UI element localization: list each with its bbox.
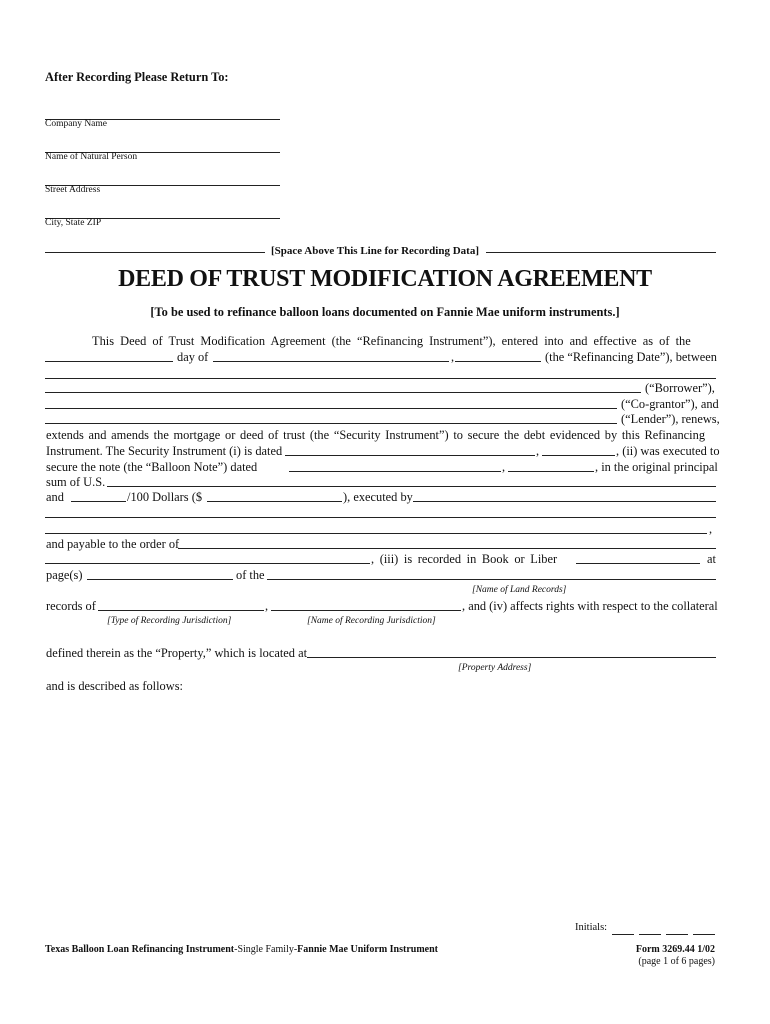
- natural-person-label: Name of Natural Person: [45, 152, 138, 162]
- lender-label: (“Lender”), renews,: [621, 412, 720, 426]
- effective-day-blank[interactable]: [45, 361, 173, 362]
- land-records-blank[interactable]: [267, 579, 716, 580]
- cents-blank[interactable]: [71, 501, 126, 502]
- comma: ,: [709, 522, 713, 536]
- jurisdiction-name-blank[interactable]: [271, 610, 461, 611]
- body-line-9: [45, 474, 716, 490]
- day-of-text: day of: [177, 350, 209, 364]
- initials-label: Initials:: [575, 922, 608, 933]
- effective-year-blank[interactable]: [455, 361, 541, 362]
- document-title: DEED OF TRUST MODIFICATION AGREEMENT: [118, 266, 652, 292]
- extends-text: extends and amends the mortgage or deed of trust (the “Security Instrument”) to secure the debt evidenced by this Refinancing: [46, 428, 706, 442]
- security-dated-year-blank[interactable]: [542, 455, 615, 456]
- security-dated-blank[interactable]: [285, 455, 535, 456]
- records-of-text: records of: [46, 599, 96, 613]
- executed-by-blank[interactable]: [413, 501, 716, 502]
- property-address-caption: [Property Address]: [458, 663, 532, 673]
- body-line-13: [45, 551, 716, 567]
- effective-month-blank[interactable]: [213, 361, 449, 362]
- city-state-zip-label: City, State ZIP: [45, 218, 102, 228]
- comma: ,: [451, 350, 455, 364]
- initials-blank-4[interactable]: [693, 934, 715, 935]
- form-number: Form 3269.44 1/02: [635, 944, 715, 955]
- and-text: and: [46, 490, 64, 504]
- refinancing-date-text: (the “Refinancing Date”), between: [545, 350, 718, 364]
- pages-text: page(s): [46, 568, 83, 582]
- book-liber-blank[interactable]: [576, 563, 700, 564]
- dollars-text: /100 Dollars ($: [127, 490, 203, 504]
- property-located-text: defined therein as the “Property,” which is located at: [46, 646, 308, 660]
- comma: ,: [502, 460, 506, 474]
- body-line-15: [45, 598, 716, 614]
- body-line-2: [45, 349, 716, 365]
- dollar-figure-blank[interactable]: [207, 501, 342, 502]
- body-line-borrower: [45, 380, 716, 396]
- return-heading: After Recording Please Return To:: [45, 70, 229, 84]
- body-line-cograntor: [45, 396, 719, 412]
- of-the-text: of the: [236, 568, 265, 582]
- cograntor-label: (“Co-grantor”), and: [621, 397, 719, 411]
- payable-to-blank-2[interactable]: [45, 563, 370, 564]
- borrower-blank[interactable]: [45, 392, 641, 393]
- lender-blank[interactable]: [45, 423, 617, 424]
- footer-plain: -Single Family-: [234, 944, 298, 955]
- body-line-6: [45, 427, 716, 443]
- body-line-11: [45, 521, 716, 537]
- intro-text: This Deed of Trust Modification Agreement (the “Refinancing Instrument”), entered into and effective as of the: [92, 334, 691, 348]
- initials-blank-2[interactable]: [639, 934, 661, 935]
- company-name-label: Company Name: [45, 119, 108, 129]
- recording-data-label: [Space Above This Line for Recording Data]: [271, 245, 479, 257]
- dated-text: Instrument. The Security Instrument (i) is dated: [46, 444, 283, 458]
- described-as-text: and is described as follows:: [46, 679, 183, 693]
- footer-bold-1: Texas Balloon Loan Refinancing Instrument: [45, 944, 235, 955]
- body-line-10: [45, 489, 716, 505]
- footer-bold-2: Fannie Mae Uniform Instrument: [297, 944, 438, 955]
- jurisdiction-name-caption: [Name of Recording Jurisdiction]: [307, 616, 436, 626]
- borrower-label: (“Borrower”),: [645, 381, 715, 395]
- body-line-16: [45, 645, 716, 661]
- body-line-8: [45, 459, 716, 475]
- payable-to-blank[interactable]: [178, 548, 716, 549]
- initials-blank-3[interactable]: [666, 934, 688, 935]
- party-line-1[interactable]: [45, 378, 716, 379]
- comma: ,: [536, 444, 540, 458]
- principal-amount-blank[interactable]: [107, 486, 716, 487]
- payable-to-text: and payable to the order of: [46, 537, 180, 551]
- body-line-lender: [45, 411, 720, 427]
- body-line-7: [45, 443, 720, 459]
- balloon-note-year-blank[interactable]: [508, 471, 594, 472]
- comma: ,: [265, 599, 269, 613]
- affects-rights-text: , and (iv) affects rights with respect to the collateral: [462, 599, 718, 613]
- body-line-14: [45, 567, 716, 583]
- initials-blank-1[interactable]: [612, 934, 634, 935]
- balloon-note-text: secure the note (the “Balloon Note”) dated: [46, 460, 258, 474]
- jurisdiction-type-caption: [Type of Recording Jurisdiction]: [107, 616, 232, 626]
- executed-by-text: ), executed by: [343, 490, 413, 504]
- recording-rule-right: [486, 252, 716, 253]
- jurisdiction-type-blank[interactable]: [98, 610, 264, 611]
- body-line-17: [45, 678, 716, 694]
- executed-to-text: , (ii) was executed to: [616, 444, 720, 458]
- document-subtitle: [To be used to refinance balloon loans documented on Fannie Mae uniform instruments.]: [150, 305, 620, 319]
- body-line-1: [45, 333, 716, 349]
- balloon-note-date-blank[interactable]: [289, 471, 501, 472]
- street-address-label: Street Address: [45, 185, 101, 195]
- pages-blank[interactable]: [87, 579, 233, 580]
- executed-by-line-2[interactable]: [45, 517, 716, 518]
- recorded-in-book-text: , (iii) is recorded in Book or Liber: [371, 552, 558, 566]
- property-address-blank[interactable]: [307, 657, 716, 658]
- executed-by-blank-3[interactable]: [45, 533, 707, 534]
- recording-rule-left: [45, 252, 265, 253]
- at-text: at: [707, 552, 716, 566]
- land-records-caption: [Name of Land Records]: [472, 585, 567, 595]
- cograntor-blank[interactable]: [45, 408, 617, 409]
- footer-instrument-name: [45, 944, 438, 955]
- body-line-12: [45, 536, 716, 552]
- original-principal-text: , in the original principal: [595, 460, 718, 474]
- page-indicator: (page 1 of 6 pages): [638, 956, 715, 967]
- sum-of-text: sum of U.S.: [46, 475, 106, 489]
